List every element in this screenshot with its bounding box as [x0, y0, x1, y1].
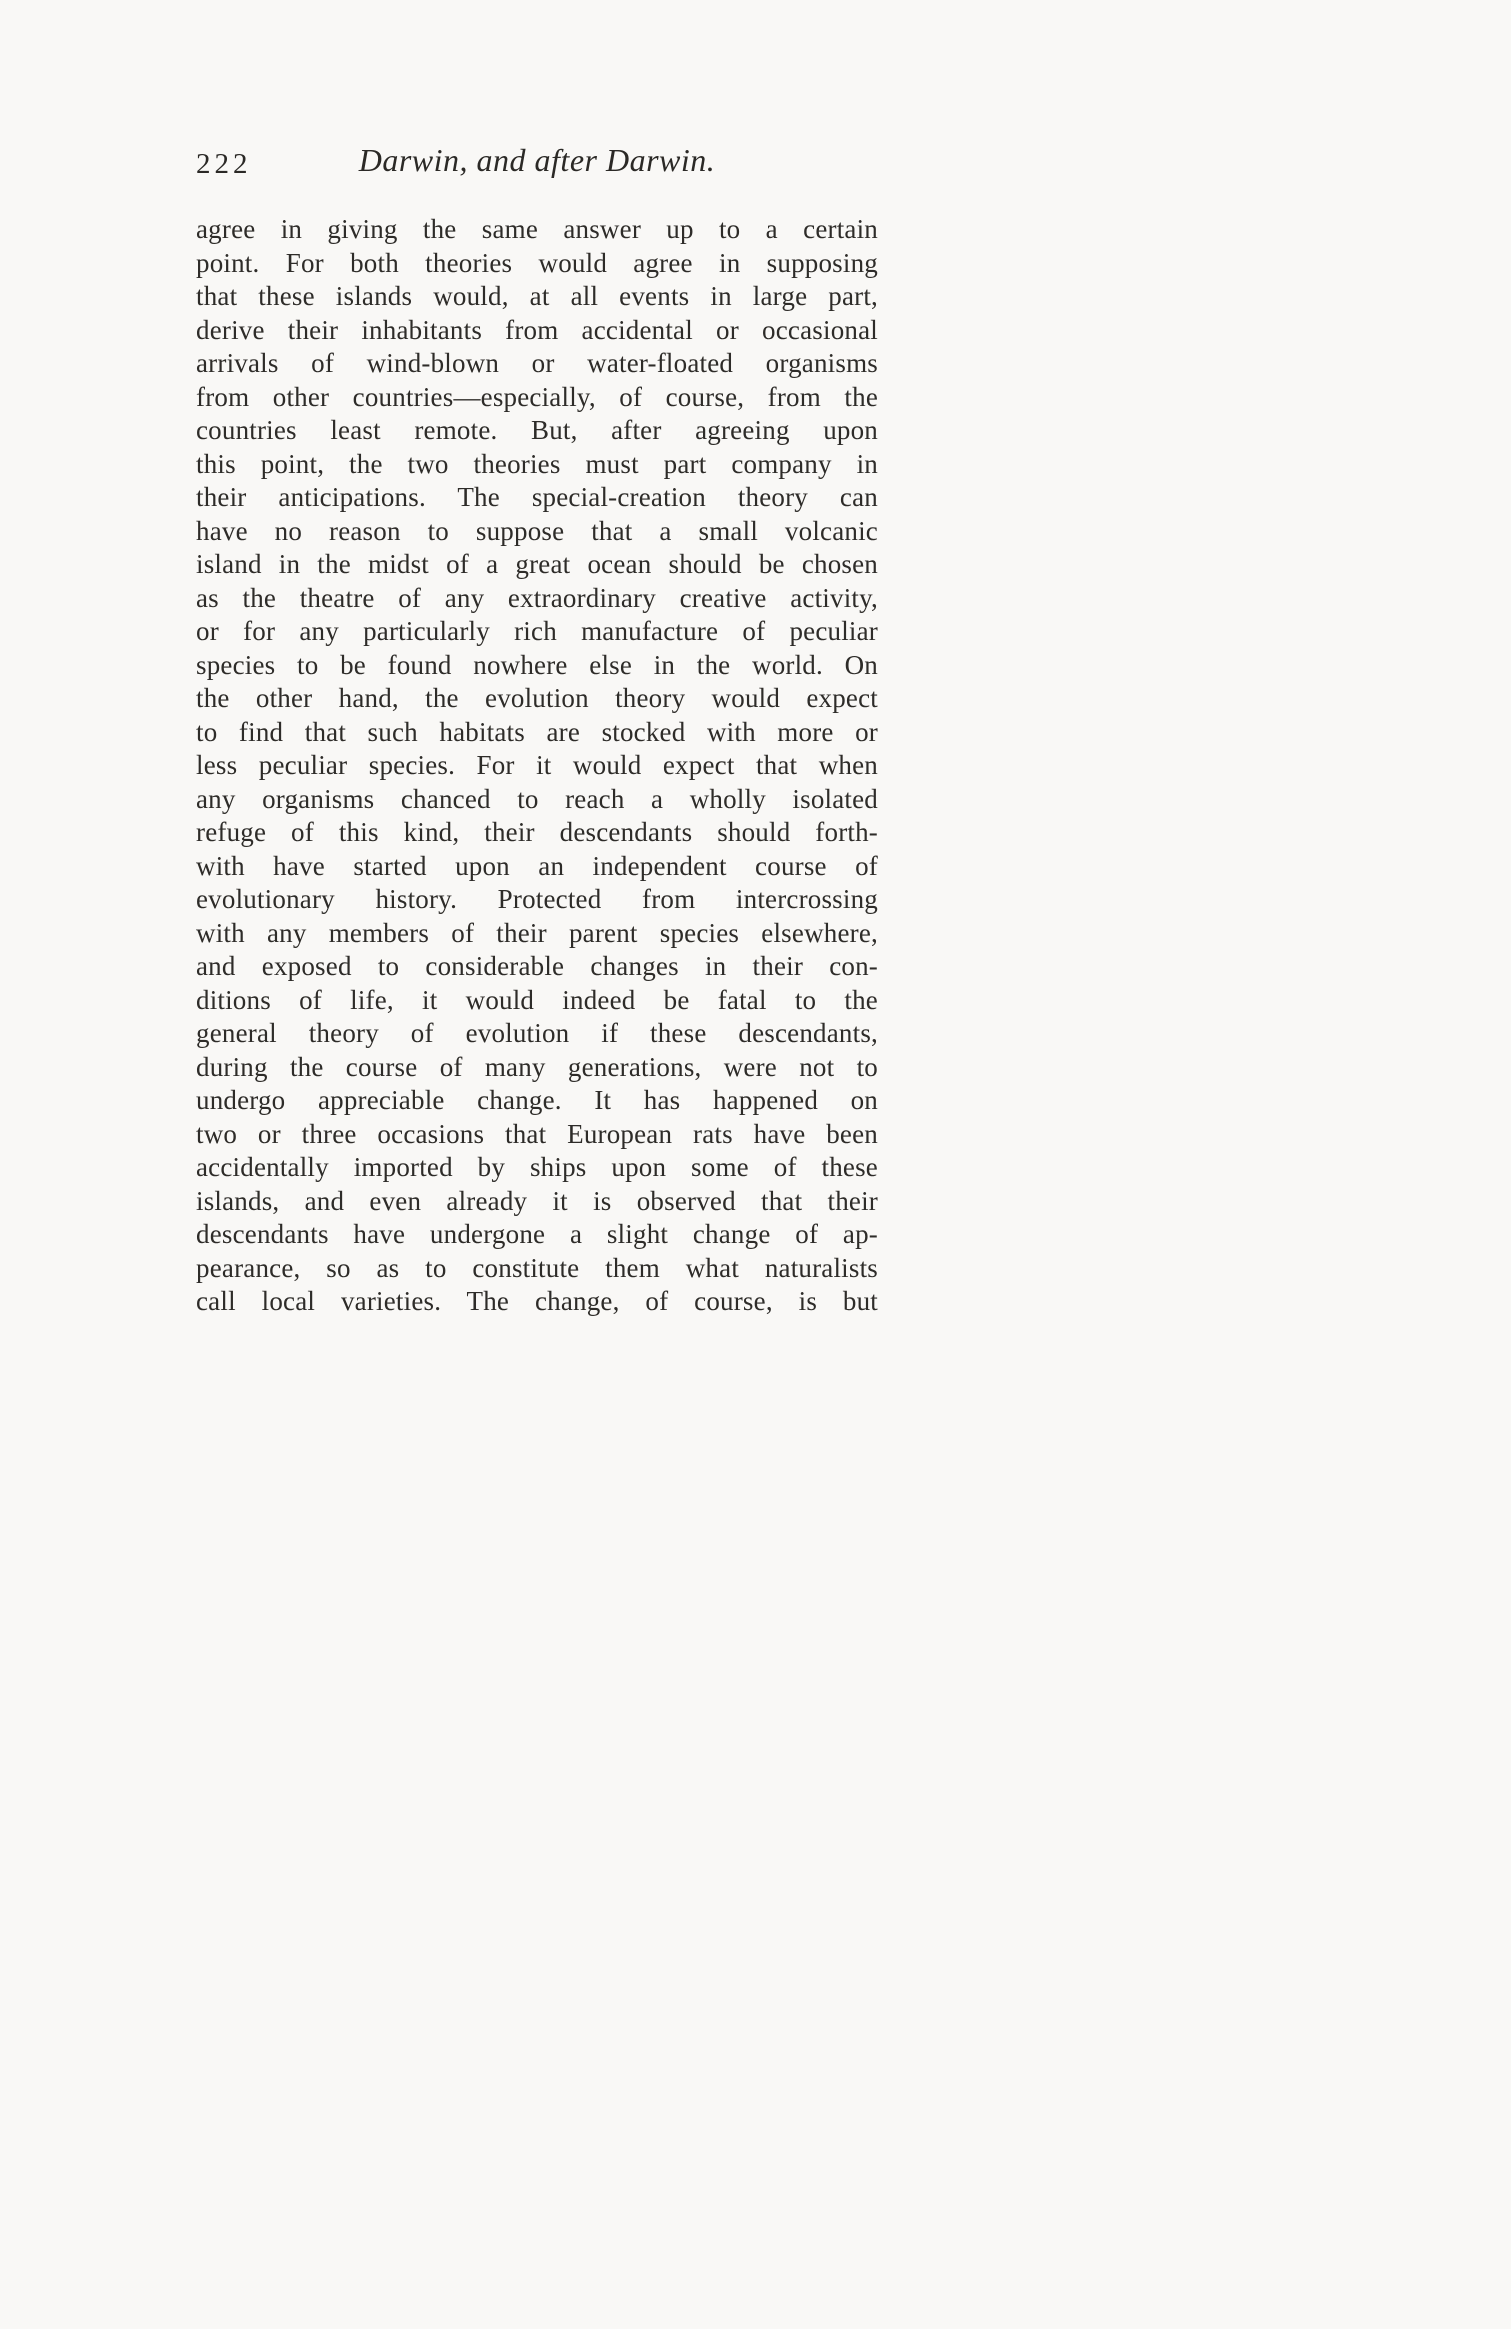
text-line: with have started upon an independent course of [196, 850, 878, 881]
text-line: have no reason to suppose that a small volcanic [196, 515, 878, 546]
text-line: during the course of many generations, were not to [196, 1051, 878, 1082]
text-line: pearance, so as to constitute them what naturalists [196, 1252, 878, 1283]
text-line: evolutionary history. Protected from intercrossing [196, 884, 878, 914]
page-header [196, 142, 878, 192]
text-line: any organisms chanced to reach a wholly isolated [196, 783, 878, 814]
text-line: general theory of evolution if these descendants, [196, 1018, 878, 1048]
text-line: agree in giving the same answer up to a certain [196, 214, 878, 244]
text-line: undergo appreciable change. It has happened on [196, 1085, 878, 1115]
text-line: derive their inhabitants from accidental or occasional [196, 314, 878, 345]
text-line: refuge of this kind, their descendants should forth- [196, 817, 878, 847]
text-line: countries least remote. But, after agreeing upon [196, 415, 878, 445]
text-line: call local varieties. The change, of course, is but [196, 1286, 878, 1316]
text-line: point. For both theories would agree in supposing [196, 247, 878, 278]
text-line: less peculiar species. For it would expect that when [196, 750, 878, 780]
page-number: 222 [196, 148, 252, 180]
text-line: the other hand, the evolution theory would expect [196, 683, 878, 713]
text-line: with any members of their parent species elsewhere, [196, 917, 878, 948]
text-line: that these islands would, at all events in large part, [196, 281, 878, 311]
text-line: or for any particularly rich manufacture of peculiar [196, 616, 878, 646]
text-line: ditions of life, it would indeed be fatal to the [196, 984, 878, 1015]
text-line: arrivals of wind-blown or water-floated organisms [196, 348, 878, 378]
text-line: and exposed to considerable changes in their con- [196, 951, 878, 981]
running-title: Darwin, and after Darwin. [358, 142, 716, 178]
text-line: two or three occasions that European rats have been [196, 1118, 878, 1149]
text-line: accidentally imported by ships upon some of these [196, 1152, 878, 1182]
text-line: as the theatre of any extraordinary creative activity, [196, 582, 878, 613]
text-line: descendants have undergone a slight change of ap- [196, 1219, 878, 1249]
body-text [196, 213, 878, 1319]
text-line: island in the midst of a great ocean should be chosen [196, 549, 878, 579]
text-line: to find that such habitats are stocked with more or [196, 716, 878, 747]
text-line: species to be found nowhere else in the world. On [196, 649, 878, 680]
text-line: their anticipations. The special-creation theory can [196, 482, 878, 512]
text-line: from other countries—especially, of course, from the [196, 381, 878, 412]
text-line: islands, and even already it is observed that their [196, 1185, 878, 1216]
text-line: this point, the two theories must part company in [196, 448, 878, 479]
